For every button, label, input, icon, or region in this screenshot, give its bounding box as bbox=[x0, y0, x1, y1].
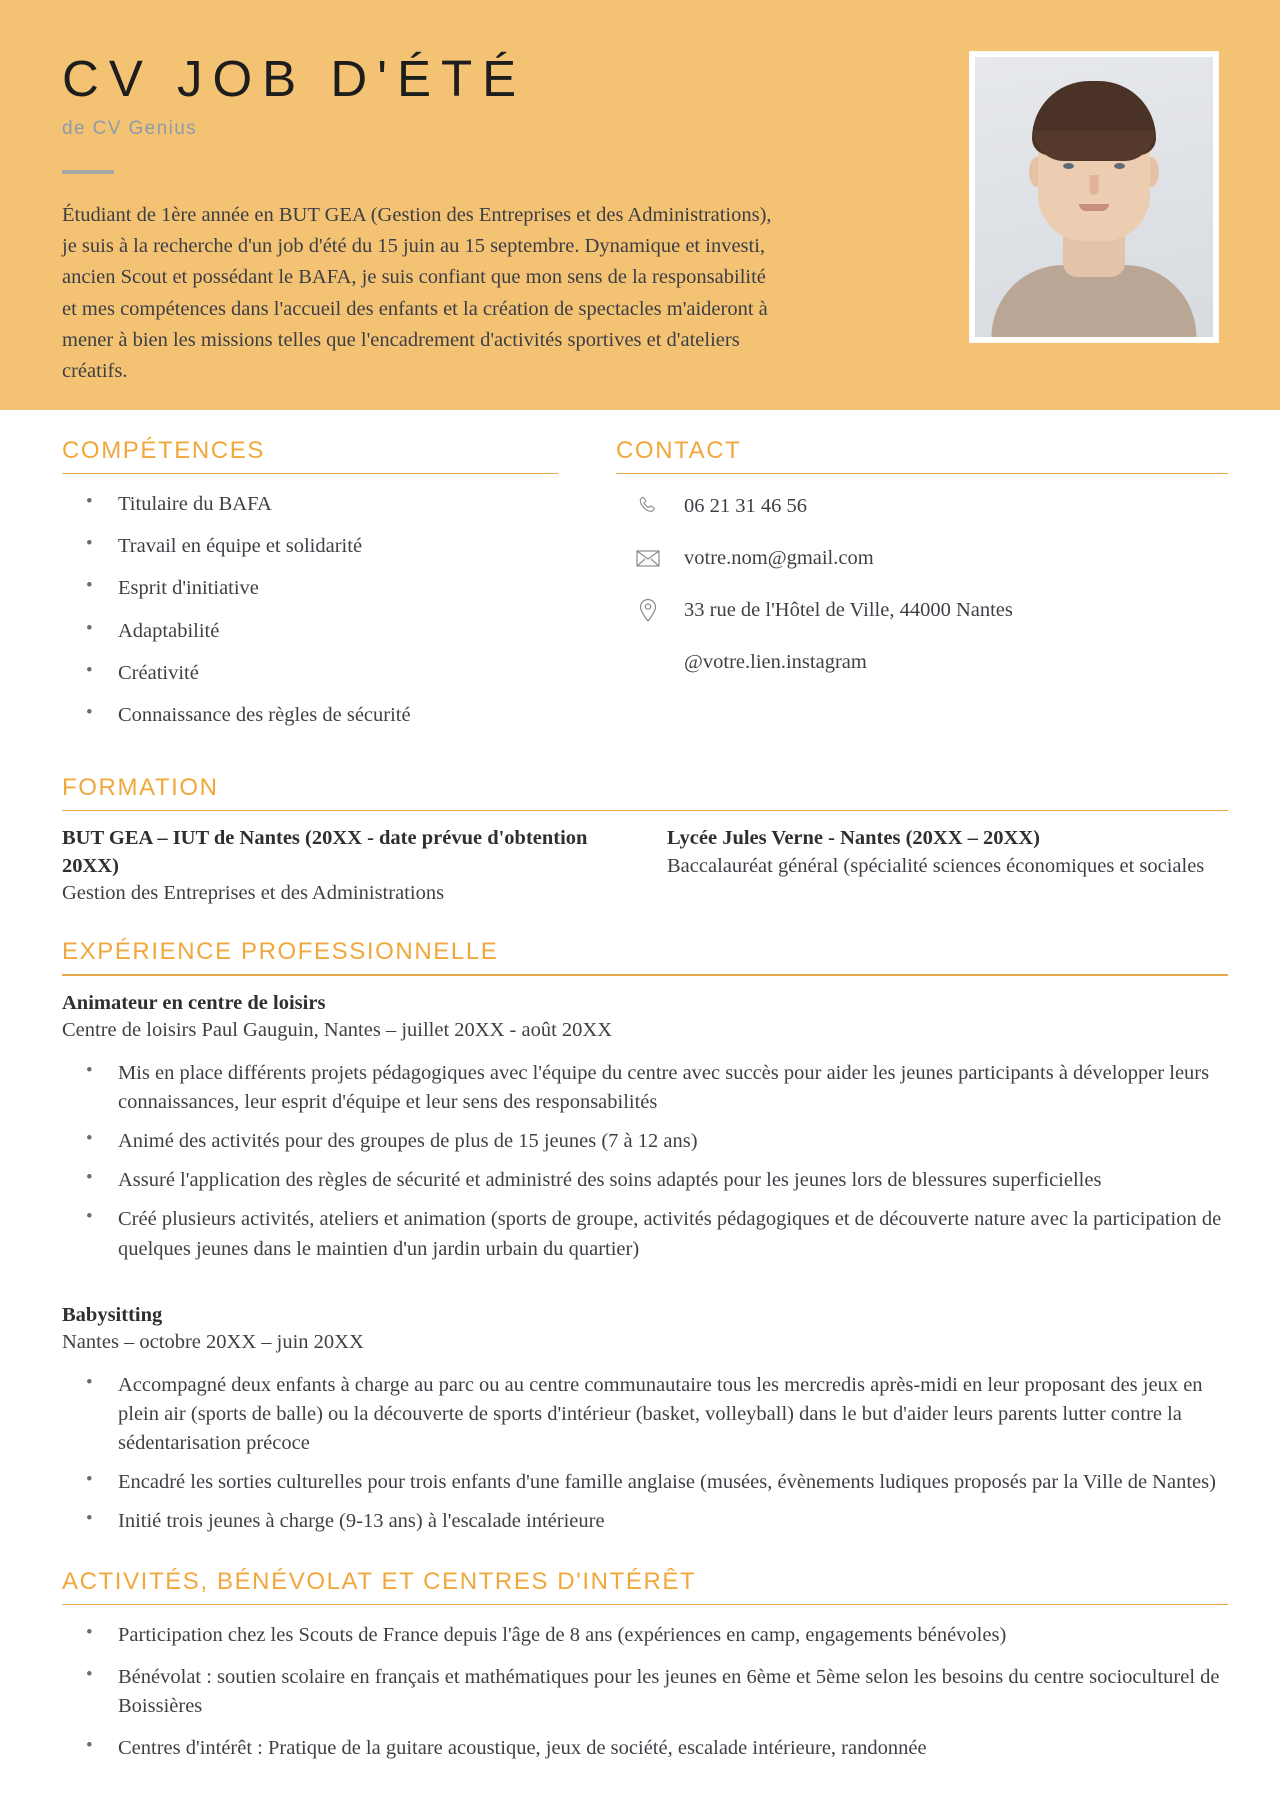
contact-section bbox=[616, 436, 1228, 743]
formation-section bbox=[62, 773, 1228, 907]
phone-value: 06 21 31 46 56 bbox=[684, 494, 807, 517]
header-divider bbox=[62, 170, 114, 174]
skills-contact-row bbox=[62, 436, 1228, 743]
education-title: BUT GEA – IUT de Nantes (20XX - date prévue d'obtention 20XX) bbox=[62, 827, 588, 877]
address-value: 33 rue de l'Hôtel de Ville, 44000 Nantes bbox=[684, 598, 1013, 621]
instagram-value: @votre.lien.instagram bbox=[684, 650, 867, 673]
list-item: • Accompagné deux enfants à charge au parc ou au centre communautaire tous les mercredis après-midi en leur proposant des jeux en plein air (sports de balle) ou la découverte de sports d'intérieur (basket, volleyball) dans le but d'aider leurs parents lutter contre la sédentarisation précoce bbox=[62, 1371, 1228, 1458]
job-meta: Nantes – octobre 20XX – juin 20XX bbox=[62, 1331, 364, 1354]
contact-email-row bbox=[616, 544, 1228, 572]
job-bullets bbox=[62, 1371, 1228, 1537]
map-pin-icon bbox=[634, 596, 662, 624]
list-item: • Animé des activités pour des groupes de plus de 15 jeunes (7 à 12 ans) bbox=[62, 1127, 1228, 1156]
job-bullets bbox=[62, 1059, 1228, 1264]
formation-heading-rule bbox=[62, 810, 1228, 812]
profile-summary: Étudiant de 1ère année en BUT GEA (Gestion des Entreprises et des Administrations), je suis à la recherche d'un job d'été du 15 juin au 15 septembre. Dynamique et investi, ancien Scout et possédant le BAFA, je suis confiant que mon sens de la responsabilité et mes compétences dans l'accueil des enfants et la création de spectacles m'aideront à mener à bien les missions telles que l'encadrement d'activités sportives et d'ateliers créatifs. bbox=[62, 203, 772, 383]
page-title: CV JOB D'ÉTÉ bbox=[62, 50, 527, 107]
list-item: • Assuré l'application des règles de sécurité et administré des soins adaptés pour les jeunes lors de blessures superficielles bbox=[62, 1166, 1228, 1195]
education-subtitle: Baccalauréat général (spécialité sciences économiques et sociales bbox=[667, 854, 1205, 877]
contact-list bbox=[616, 492, 1228, 676]
list-item: • Initié trois jeunes à charge (9-13 ans) à l'escalade intérieure bbox=[62, 1507, 1228, 1536]
education-title: Lycée Jules Verne - Nantes (20XX – 20XX) bbox=[667, 827, 1040, 850]
skills-list bbox=[62, 490, 558, 730]
experience-heading-rule bbox=[62, 974, 1228, 976]
email-value: votre.nom@gmail.com bbox=[684, 546, 874, 569]
cv-header bbox=[0, 0, 1280, 410]
phone-icon bbox=[634, 492, 662, 520]
formation-heading: FORMATION bbox=[62, 773, 219, 801]
job-meta: Centre de loisirs Paul Gauguin, Nantes – juillet 20XX - août 20XX bbox=[62, 1019, 612, 1042]
list-item: • Adaptabilité bbox=[62, 617, 558, 646]
formation-list bbox=[62, 825, 1228, 907]
job-entry bbox=[62, 990, 1228, 1264]
education-subtitle: Gestion des Entreprises et des Administrations bbox=[62, 881, 445, 904]
list-item: • Bénévolat : soutien scolaire en français et mathématiques pour les jeunes en 6ème et 5ème selon les besoins du centre socioculturel de Boissières bbox=[62, 1663, 1228, 1721]
contact-heading-rule bbox=[616, 473, 1228, 475]
list-item: • Centres d'intérêt : Pratique de la guitare acoustique, jeux de société, escalade intérieure, randonnée bbox=[62, 1734, 1228, 1763]
list-item: • Encadré les sorties culturelles pour trois enfants d'une famille anglaise (musées, évènements ludiques proposés par la Ville de Nantes) bbox=[62, 1468, 1228, 1497]
contact-heading: CONTACT bbox=[616, 436, 742, 464]
list-item: • Connaissance des règles de sécurité bbox=[62, 701, 558, 730]
list-item: • Participation chez les Scouts de France depuis l'âge de 8 ans (expériences en camp, engagements bénévoles) bbox=[62, 1621, 1228, 1650]
skills-heading-rule bbox=[62, 473, 558, 475]
list-item: • Travail en équipe et solidarité bbox=[62, 532, 558, 561]
profile-photo-frame bbox=[970, 52, 1218, 342]
list-item: • Esprit d'initiative bbox=[62, 574, 558, 603]
avatar bbox=[975, 57, 1213, 337]
experience-section bbox=[62, 937, 1228, 1536]
job-title: Babysitting bbox=[62, 1303, 163, 1326]
job-entry bbox=[62, 1302, 1228, 1537]
activities-list bbox=[62, 1621, 1228, 1763]
header-subtitle: de CV Genius bbox=[62, 117, 198, 139]
envelope-icon bbox=[634, 544, 662, 572]
contact-address-row bbox=[616, 596, 1228, 624]
list-item: • Créé plusieurs activités, ateliers et animation (sports de groupe, activités pédagogiques et de découverte nature avec la participation de quelques jeunes dans le maintien d'un jardin urbain du quartier) bbox=[62, 1205, 1228, 1263]
experience-heading: EXPÉRIENCE PROFESSIONNELLE bbox=[62, 938, 499, 966]
list-item: • Titulaire du BAFA bbox=[62, 490, 558, 519]
skills-heading: COMPÉTENCES bbox=[62, 436, 265, 464]
activities-heading: ACTIVITÉS, BÉNÉVOLAT ET CENTRES D'INTÉRÊT bbox=[62, 1567, 697, 1595]
cv-body bbox=[0, 410, 1280, 1764]
skills-section bbox=[62, 436, 558, 743]
education-entry bbox=[62, 825, 623, 907]
list-item: • Mis en place différents projets pédagogiques avec l'équipe du centre avec succès pour aider les jeunes participants à développer leurs connaissances, leur esprit d'équipe et leur sens des responsabilités bbox=[62, 1059, 1228, 1117]
job-title: Animateur en centre de loisirs bbox=[62, 991, 326, 1014]
activities-heading-rule bbox=[62, 1604, 1228, 1606]
list-item: • Créativité bbox=[62, 659, 558, 688]
contact-instagram-row bbox=[616, 648, 1228, 676]
contact-phone-row bbox=[616, 492, 1228, 520]
education-entry bbox=[667, 825, 1228, 907]
activities-section bbox=[62, 1567, 1228, 1764]
